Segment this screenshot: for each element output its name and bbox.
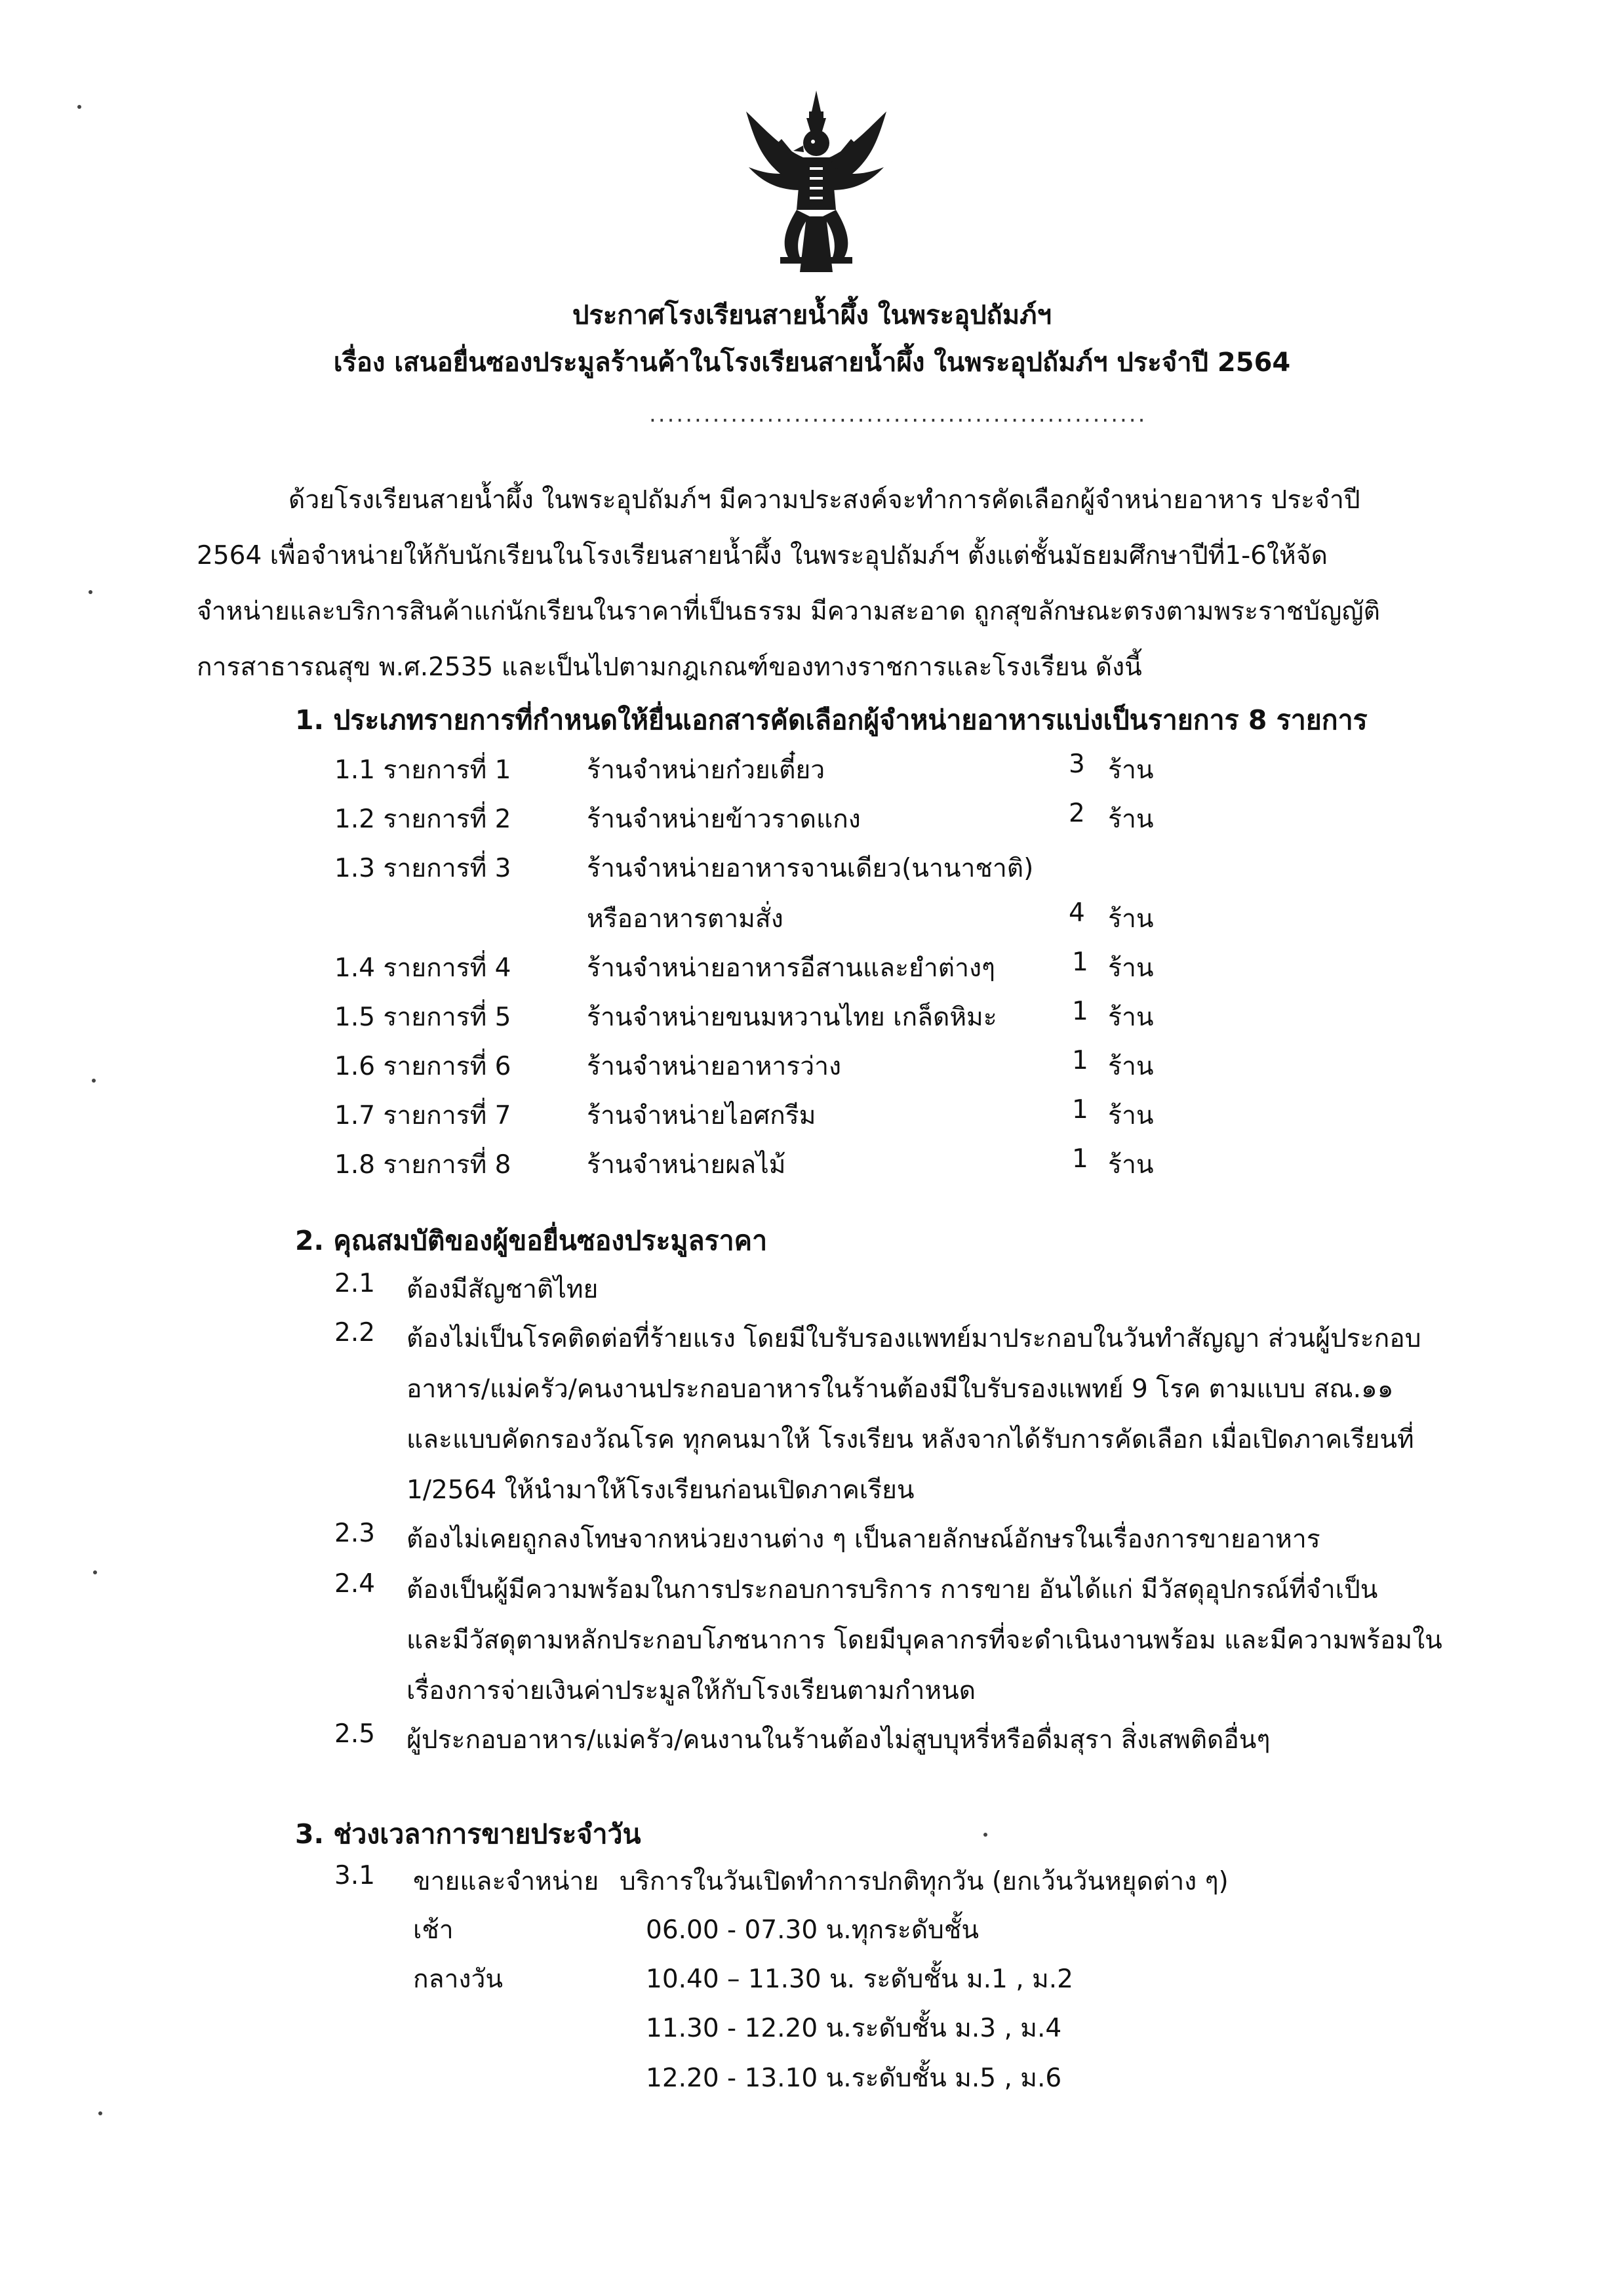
item-count: 1 <box>1072 997 1088 1026</box>
scan-speck <box>89 590 92 594</box>
scan-speck <box>92 1079 96 1083</box>
item-label: 1.8 รายการที่ 8 <box>334 1150 511 1180</box>
intro-line-3: จำหน่ายและบริการสินค้าแก่นักเรียนในราคาที่เป็นธรรม มีความสะอาด ถูกสุขลักษณะตรงตามพระราชบัญญัติ <box>197 597 1380 626</box>
item-unit: ร้าน <box>1108 1003 1154 1032</box>
section-1-heading: 1. ประเภทรายการที่กำหนดให้ยื่นเอกสารคัดเลือกผู้จำหน่ายอาหารแบ่งเป็นรายการ 8 รายการ <box>295 704 1368 736</box>
item-unit: ร้าน <box>1108 805 1154 834</box>
qualification-text: เรื่องการจ่ายเงินค่าประมูลให้กับโรงเรียนตามกำหนด <box>406 1676 976 1706</box>
schedule-time: 11.30 - 12.20 น.ระดับชั้น ม.3 , ม.4 <box>646 2014 1062 2043</box>
title-separator: ....................................................... <box>649 401 1147 428</box>
item-shop: ร้านจำหน่ายข้าวราดแกง <box>587 805 861 834</box>
qualification-text: อาหาร/แม่ครัว/คนงานประกอบอาหารในร้านต้องมีใบรับรองแพทย์ 9 โรค ตามแบบ สณ.๑๑ <box>406 1374 1394 1404</box>
item-shop: ร้านจำหน่ายผลไม้ <box>587 1150 786 1180</box>
section-3-heading: 3. ช่วงเวลาการขายประจำวัน <box>295 1818 641 1850</box>
qualification-text: ต้องไม่เคยถูกลงโทษจากหน่วยงานต่าง ๆ เป็นลายลักษณ์อักษรในเรื่องการขายอาหาร <box>406 1525 1320 1554</box>
scan-speck <box>983 1833 987 1837</box>
item-shop: ร้านจำหน่ายไอศกรีม <box>587 1101 816 1130</box>
item-label: 1.4 รายการที่ 4 <box>334 953 511 983</box>
schedule-period: กลางวัน <box>413 1965 504 1994</box>
qualification-text: 1/2564 ให้นำมาให้โรงเรียนก่อนเปิดภาคเรียน <box>406 1475 915 1505</box>
item-count: 1 <box>1072 1095 1088 1125</box>
item-unit: ร้าน <box>1108 953 1154 983</box>
schedule-sub-label: ขายและจำหน่าย <box>413 1867 599 1896</box>
qualification-text: และมีวัสดุตามหลักประกอบโภชนาการ โดยมีบุคลากรที่จะดำเนินงานพร้อม และมีความพร้อมใน <box>406 1626 1442 1655</box>
item-count: 1 <box>1072 1046 1088 1075</box>
item-shop: ร้านจำหน่ายอาหารอีสานและยำต่างๆ <box>587 953 995 983</box>
schedule-sub-text: บริการในวันเปิดทำการปกติทุกวัน (ยกเว้นวันหยุดต่าง ๆ) <box>620 1867 1229 1896</box>
item-unit: ร้าน <box>1108 755 1154 785</box>
qualification-text: ต้องมีสัญชาติไทย <box>406 1275 599 1304</box>
item-unit: ร้าน <box>1108 904 1154 934</box>
section-2-heading: 2. คุณสมบัติของผู้ขอยื่นซองประมูลราคา <box>295 1225 768 1256</box>
scan-speck <box>93 1570 97 1574</box>
item-count: 3 <box>1069 749 1085 779</box>
schedule-sub-number: 3.1 <box>334 1861 376 1890</box>
item-shop: ร้านจำหน่ายขนมหวานไทย เกล็ดหิมะ <box>587 1003 997 1032</box>
item-label: 1.3 รายการที่ 3 <box>334 854 511 883</box>
item-count: 1 <box>1072 948 1088 977</box>
schedule-time: 06.00 - 07.30 น.ทุกระดับชั้น <box>646 1915 980 1945</box>
garuda-emblem-icon <box>741 85 892 282</box>
item-label: 1.6 รายการที่ 6 <box>334 1052 511 1081</box>
qualification-text: และแบบคัดกรองวัณโรค ทุกคนมาให้ โรงเรียน หลังจากได้รับการคัดเลือก เมื่อเปิดภาคเรียนที่ <box>406 1425 1414 1454</box>
schedule-time: 10.40 – 11.30 น. ระดับชั้น ม.1 , ม.2 <box>646 1965 1073 1994</box>
item-unit: ร้าน <box>1108 1052 1154 1081</box>
announcement-title: ประกาศโรงเรียนสายน้ำผึ้ง ในพระอุปถัมภ์ฯ <box>572 300 1052 330</box>
intro-line-4: การสาธารณสุข พ.ศ.2535 และเป็นไปตามกฎเกณฑ์ของทางราชการและโรงเรียน ดังนี้ <box>197 652 1142 682</box>
item-shop-line2: หรืออาหารตามสั่ง <box>587 904 783 934</box>
intro-line-2: 2564 เพื่อจำหน่ายให้กับนักเรียนในโรงเรียนสายน้ำผึ้ง ในพระอุปถัมภ์ฯ ตั้งแต่ชั้นมัธยมศึกษาปีที่1-6ให้จัด <box>197 541 1328 570</box>
item-label: 1.2 รายการที่ 2 <box>334 805 511 834</box>
qualification-number: 2.1 <box>334 1269 376 1298</box>
qualification-number: 2.2 <box>334 1318 376 1347</box>
intro-line-1: ด้วยโรงเรียนสายน้ำผึ้ง ในพระอุปถัมภ์ฯ มีความประสงค์จะทำการคัดเลือกผู้จำหน่ายอาหาร ประจำปี <box>288 485 1360 515</box>
item-count: 4 <box>1069 898 1085 928</box>
qualification-number: 2.3 <box>334 1519 376 1548</box>
qualification-number: 2.4 <box>334 1569 376 1599</box>
scan-speck <box>77 105 81 109</box>
item-shop: ร้านจำหน่ายก๋วยเตี๋ยว <box>587 755 825 785</box>
announcement-subject: เรื่อง เสนอยื่นซองประมูลร้านค้าในโรงเรียนสายน้ำผึ้ง ในพระอุปถัมภ์ฯ ประจำปี 2564 <box>333 348 1291 378</box>
item-shop: ร้านจำหน่ายอาหารจานเดียว(นานาชาติ) <box>587 854 1034 883</box>
item-unit: ร้าน <box>1108 1150 1154 1180</box>
scan-speck <box>98 2111 102 2115</box>
item-count: 2 <box>1069 799 1085 828</box>
schedule-time: 12.20 - 13.10 น.ระดับชั้น ม.5 , ม.6 <box>646 2064 1062 2093</box>
item-label: 1.5 รายการที่ 5 <box>334 1003 511 1032</box>
item-unit: ร้าน <box>1108 1101 1154 1130</box>
qualification-text: ต้องไม่เป็นโรคติดต่อที่ร้ายแรง โดยมีใบรับรองแพทย์มาประกอบในวันทำสัญญา ส่วนผู้ประกอบ <box>406 1324 1421 1353</box>
item-label: 1.7 รายการที่ 7 <box>334 1101 511 1130</box>
qualification-text: ต้องเป็นผู้มีความพร้อมในการประกอบการบริการ การขาย อันได้แก่ มีวัสดุอุปกรณ์ที่จำเป็น <box>406 1575 1378 1605</box>
item-label: 1.1 รายการที่ 1 <box>334 755 511 785</box>
qualification-number: 2.5 <box>334 1719 376 1749</box>
qualification-text: ผู้ประกอบอาหาร/แม่ครัว/คนงานในร้านต้องไม่สูบบุหรี่หรือดื่มสุรา สิ่งเสพติดอื่นๆ <box>406 1725 1271 1755</box>
item-shop: ร้านจำหน่ายอาหารว่าง <box>587 1052 842 1081</box>
schedule-period: เช้า <box>413 1915 454 1945</box>
item-count: 1 <box>1072 1144 1088 1174</box>
